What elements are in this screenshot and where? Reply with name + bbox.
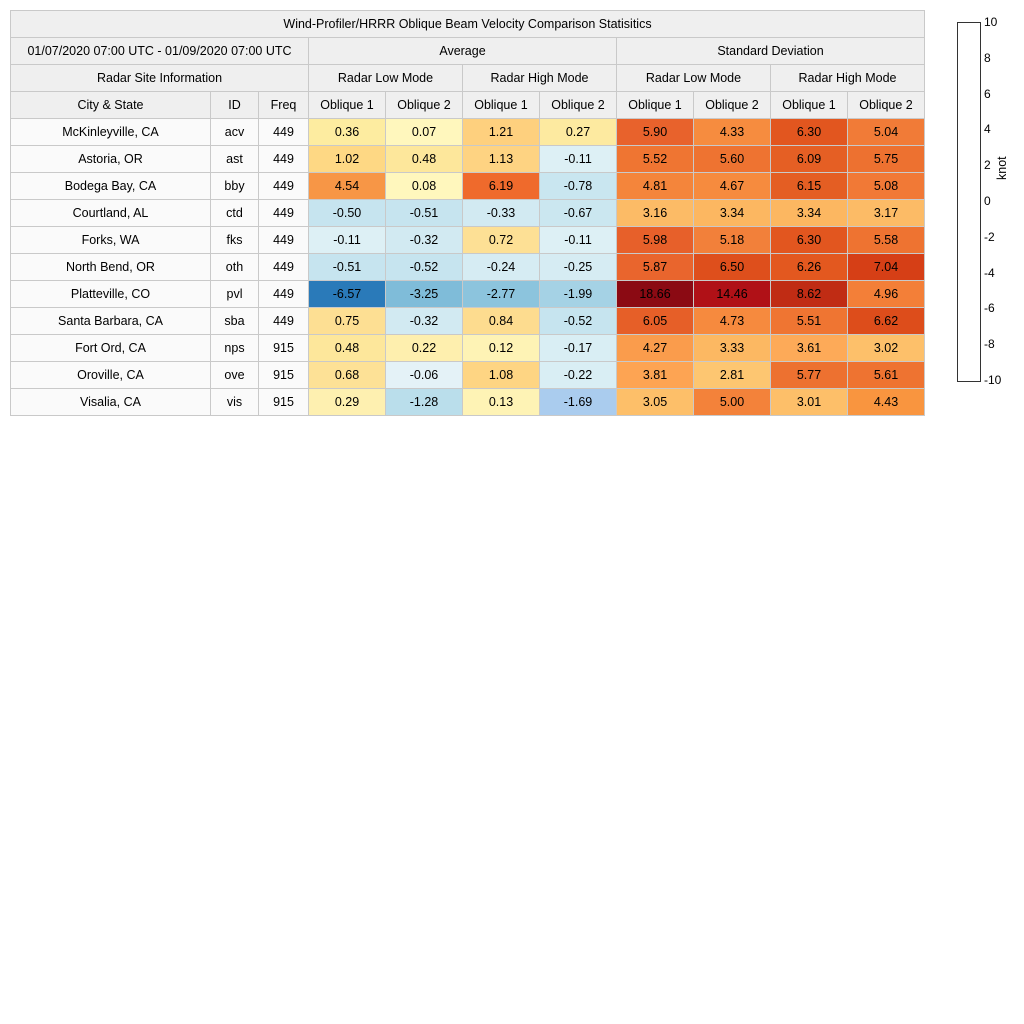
table-row (11, 146, 925, 173)
cell-value: 0.27 (540, 119, 617, 146)
cell-value: 0.75 (309, 308, 386, 335)
cell-value: 5.77 (771, 362, 848, 389)
cell-value: 6.19 (463, 173, 540, 200)
sd-high-mode: Radar High Mode (771, 65, 925, 92)
cell-value: 2.81 (694, 362, 771, 389)
cell-id: acv (211, 119, 259, 146)
cell-value: 5.58 (848, 227, 925, 254)
cell-value: -1.28 (386, 389, 463, 416)
col-sd-high-ob1: Oblique 1 (771, 92, 848, 119)
cell-value: 3.02 (848, 335, 925, 362)
cell-freq: 449 (259, 254, 309, 281)
table-row (11, 308, 925, 335)
cell-value: -1.69 (540, 389, 617, 416)
table-row (11, 173, 925, 200)
colorbar-tick-label: 8 (984, 50, 991, 65)
cell-value: -0.51 (309, 254, 386, 281)
cell-value: -1.99 (540, 281, 617, 308)
col-avg-high-ob2: Oblique 2 (540, 92, 617, 119)
table-title: Wind-Profiler/HRRR Oblique Beam Velocity Comparison Statisitics (11, 11, 925, 38)
table-title-row (11, 11, 925, 38)
cell-id: vis (211, 389, 259, 416)
cell-value: 5.51 (771, 308, 848, 335)
cell-freq: 449 (259, 173, 309, 200)
cell-value: 4.73 (694, 308, 771, 335)
col-city: City & State (11, 92, 211, 119)
cell-value: 4.96 (848, 281, 925, 308)
cell-city: Courtland, AL (11, 200, 211, 227)
cell-city: Forks, WA (11, 227, 211, 254)
cell-city: Visalia, CA (11, 389, 211, 416)
group-average: Average (309, 38, 617, 65)
cell-freq: 449 (259, 308, 309, 335)
cell-value: 4.43 (848, 389, 925, 416)
cell-id: ove (211, 362, 259, 389)
col-avg-low-ob2: Oblique 2 (386, 92, 463, 119)
cell-value: 6.26 (771, 254, 848, 281)
cell-value: -0.32 (386, 227, 463, 254)
colorbar-tick-label: -4 (984, 265, 995, 280)
col-id: ID (211, 92, 259, 119)
table-subgroup-row (11, 65, 925, 92)
table-column-row (11, 92, 925, 119)
cell-city: Santa Barbara, CA (11, 308, 211, 335)
colorbar-tick-label: -10 (984, 373, 1002, 387)
cell-value: -0.17 (540, 335, 617, 362)
table-group-row (11, 38, 925, 65)
cell-value: -0.50 (309, 200, 386, 227)
cell-value: 6.09 (771, 146, 848, 173)
cell-value: -2.77 (463, 281, 540, 308)
cell-id: ctd (211, 200, 259, 227)
cell-value: -0.24 (463, 254, 540, 281)
col-avg-low-ob1: Oblique 1 (309, 92, 386, 119)
cell-value: 6.15 (771, 173, 848, 200)
group-site-info: Radar Site Information (11, 65, 309, 92)
cell-value: 4.54 (309, 173, 386, 200)
cell-value: 5.04 (848, 119, 925, 146)
cell-freq: 449 (259, 200, 309, 227)
colorbar-tick-label: 6 (984, 86, 991, 101)
cell-freq: 449 (259, 227, 309, 254)
colorbar-tick-label: 10 (984, 15, 998, 29)
cell-value: 5.90 (617, 119, 694, 146)
cell-value: 5.08 (848, 173, 925, 200)
cell-city: Bodega Bay, CA (11, 173, 211, 200)
cell-value: 5.18 (694, 227, 771, 254)
table-body (11, 119, 925, 416)
cell-value: 3.34 (771, 200, 848, 227)
colorbar-tick-label: 0 (984, 194, 991, 208)
cell-value: 0.36 (309, 119, 386, 146)
cell-value: 3.17 (848, 200, 925, 227)
cell-value: 7.04 (848, 254, 925, 281)
cell-id: bby (211, 173, 259, 200)
table-row (11, 281, 925, 308)
colorbar-ticks (981, 15, 1021, 387)
colorbar-tick-label: -6 (984, 301, 995, 316)
cell-value: 4.67 (694, 173, 771, 200)
table-row (11, 335, 925, 362)
cell-city: Platteville, CO (11, 281, 211, 308)
cell-city: McKinleyville, CA (11, 119, 211, 146)
col-avg-high-ob1: Oblique 1 (463, 92, 540, 119)
cell-value: 5.52 (617, 146, 694, 173)
cell-value: 3.16 (617, 200, 694, 227)
avg-low-mode: Radar Low Mode (309, 65, 463, 92)
cell-value: 6.30 (771, 119, 848, 146)
cell-value: 3.33 (694, 335, 771, 362)
cell-value: -0.78 (540, 173, 617, 200)
cell-value: 1.08 (463, 362, 540, 389)
cell-value: 0.29 (309, 389, 386, 416)
cell-id: oth (211, 254, 259, 281)
cell-value: 0.48 (386, 146, 463, 173)
cell-value: 3.34 (694, 200, 771, 227)
col-sd-low-ob2: Oblique 2 (694, 92, 771, 119)
table-row (11, 254, 925, 281)
cell-id: pvl (211, 281, 259, 308)
cell-value: 3.01 (771, 389, 848, 416)
cell-value: 5.75 (848, 146, 925, 173)
cell-value: 6.05 (617, 308, 694, 335)
statistics-table (10, 10, 925, 416)
cell-value: 5.98 (617, 227, 694, 254)
avg-high-mode: Radar High Mode (463, 65, 617, 92)
cell-value: 5.60 (694, 146, 771, 173)
col-sd-high-ob2: Oblique 2 (848, 92, 925, 119)
cell-value: 1.02 (309, 146, 386, 173)
cell-city: Oroville, CA (11, 362, 211, 389)
cell-value: 0.13 (463, 389, 540, 416)
cell-value: 0.12 (463, 335, 540, 362)
cell-value: 0.84 (463, 308, 540, 335)
colorbar-tick-label: -8 (984, 337, 995, 352)
cell-value: 3.81 (617, 362, 694, 389)
cell-id: ast (211, 146, 259, 173)
cell-value: 5.61 (848, 362, 925, 389)
cell-value: 3.05 (617, 389, 694, 416)
cell-value: -0.51 (386, 200, 463, 227)
cell-value: 3.61 (771, 335, 848, 362)
cell-id: fks (211, 227, 259, 254)
table-row (11, 119, 925, 146)
cell-value: 4.33 (694, 119, 771, 146)
cell-city: Astoria, OR (11, 146, 211, 173)
table-row (11, 200, 925, 227)
cell-value: 6.50 (694, 254, 771, 281)
cell-value: -6.57 (309, 281, 386, 308)
cell-freq: 915 (259, 389, 309, 416)
table-row (11, 227, 925, 254)
colorbar-label: knot (995, 156, 1009, 180)
cell-value: -0.11 (540, 227, 617, 254)
cell-value: 0.07 (386, 119, 463, 146)
cell-freq: 449 (259, 146, 309, 173)
cell-value: -0.67 (540, 200, 617, 227)
colorbar-tick-label: -2 (984, 229, 995, 244)
cell-freq: 449 (259, 281, 309, 308)
cell-value: -0.32 (386, 308, 463, 335)
col-freq: Freq (259, 92, 309, 119)
cell-value: 0.48 (309, 335, 386, 362)
cell-id: nps (211, 335, 259, 362)
cell-value: 18.66 (617, 281, 694, 308)
cell-value: 14.46 (694, 281, 771, 308)
colorbar-tick-label: 2 (984, 158, 991, 173)
table-row (11, 362, 925, 389)
cell-value: 4.27 (617, 335, 694, 362)
cell-id: sba (211, 308, 259, 335)
cell-value: 5.87 (617, 254, 694, 281)
cell-value: 6.62 (848, 308, 925, 335)
cell-value: 1.21 (463, 119, 540, 146)
cell-value: -0.52 (386, 254, 463, 281)
cell-city: Fort Ord, CA (11, 335, 211, 362)
cell-value: 8.62 (771, 281, 848, 308)
table-row (11, 389, 925, 416)
group-stddev: Standard Deviation (617, 38, 925, 65)
cell-value: 6.30 (771, 227, 848, 254)
cell-value: 0.22 (386, 335, 463, 362)
cell-value: -0.25 (540, 254, 617, 281)
cell-value: -0.11 (540, 146, 617, 173)
colorbar-tick-label: 4 (984, 122, 991, 137)
cell-value: -0.22 (540, 362, 617, 389)
period-label: 01/07/2020 07:00 UTC - 01/09/2020 07:00 UTC (11, 38, 309, 65)
cell-value: 0.72 (463, 227, 540, 254)
cell-value: -0.06 (386, 362, 463, 389)
colorbar-gradient (957, 22, 981, 382)
cell-value: 0.68 (309, 362, 386, 389)
cell-value: 1.13 (463, 146, 540, 173)
cell-value: -0.52 (540, 308, 617, 335)
cell-value: 0.08 (386, 173, 463, 200)
col-sd-low-ob1: Oblique 1 (617, 92, 694, 119)
sd-low-mode: Radar Low Mode (617, 65, 771, 92)
cell-value: -3.25 (386, 281, 463, 308)
cell-value: 4.81 (617, 173, 694, 200)
cell-value: 5.00 (694, 389, 771, 416)
cell-value: -0.33 (463, 200, 540, 227)
cell-freq: 915 (259, 335, 309, 362)
cell-city: North Bend, OR (11, 254, 211, 281)
cell-value: -0.11 (309, 227, 386, 254)
cell-freq: 449 (259, 119, 309, 146)
cell-freq: 915 (259, 362, 309, 389)
